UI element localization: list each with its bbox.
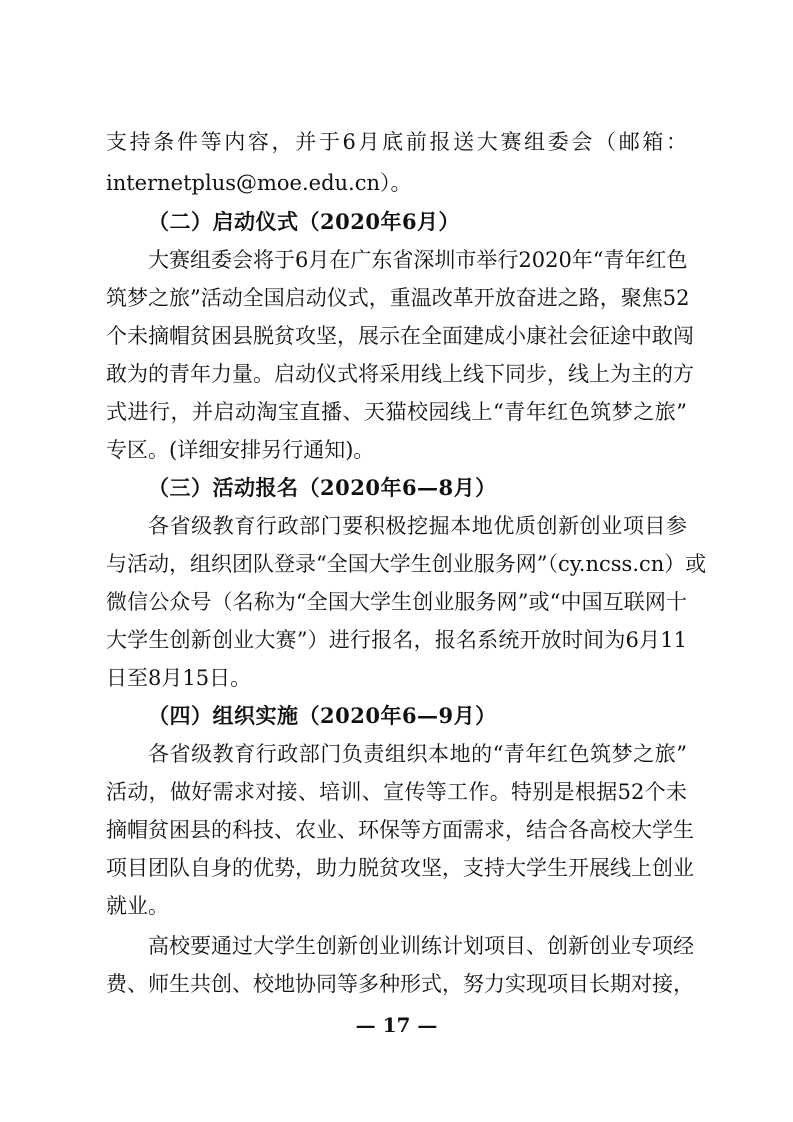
section-heading-launch-ceremony: （二）启动仪式（2020年6月） — [148, 209, 461, 234]
body-text-line: 筑梦之旅”活动全国启动仪式，重温改革开放奋进之路，聚焦52 — [106, 286, 690, 310]
body-text-line: 敢为的青年力量。启动仪式将采用线上线下同步，线上为主的方 — [106, 362, 694, 386]
body-text-line: 高校要通过大学生创新创业训练计划项目、创新创业专项经 — [148, 934, 694, 958]
section-heading-registration: （三）活动报名（2020年6—8月） — [148, 475, 497, 500]
body-text-line: 大赛组委会将于6月在广东省深圳市举行2020年“青年红色 — [148, 248, 688, 272]
body-text-line: 微信公众号（名称为“全国大学生创业服务网”或“中国互联网十 — [106, 590, 687, 614]
body-text-line: 大学生创新创业大赛”）进行报名，报名系统开放时间为6月11 — [106, 628, 687, 652]
body-text-line: 各省级教育行政部门负责组织本地的“青年红色筑梦之旅” — [148, 742, 687, 766]
body-text-line: 专区。(详细安排另行通知)。 — [106, 438, 375, 462]
section-heading-implementation: （四）组织实施（2020年6—9月） — [148, 703, 497, 728]
body-text-line: 摘帽贫困县的科技、农业、环保等方面需求，结合各高校大学生 — [106, 818, 694, 842]
body-text-line: 各省级教育行政部门要积极挖掘本地优质创新创业项目参 — [148, 514, 687, 538]
page-number: — 17 — — [355, 1013, 438, 1037]
body-text-line: 日至8月15日。 — [106, 666, 252, 690]
body-text-line: 与活动，组织团队登录“全国大学生创业服务网”（cy.ncss.cn）或 — [106, 552, 707, 576]
body-text-line: 活动，做好需求对接、培训、宣传等工作。特别是根据52个未 — [106, 780, 687, 804]
body-text-line: internetplus@moe.edu.cn）。 — [106, 171, 412, 195]
body-text-line: 支持条件等内容，并于6月底前报送大赛组委会（邮箱： — [106, 130, 687, 154]
body-text-line: 就业。 — [106, 894, 169, 918]
body-text-line: 式进行，并启动淘宝直播、天猫校园线上“青年红色筑梦之旅” — [106, 400, 687, 424]
body-text-line: 个未摘帽贫困县脱贫攻坚，展示在全面建成小康社会征途中敢闯 — [106, 324, 694, 348]
body-text-line: 项目团队自身的优势，助力脱贫攻坚，支持大学生开展线上创业 — [106, 856, 694, 880]
body-text-line: 费、师生共创、校地协同等多种形式，努力实现项目长期对接， — [106, 972, 694, 996]
